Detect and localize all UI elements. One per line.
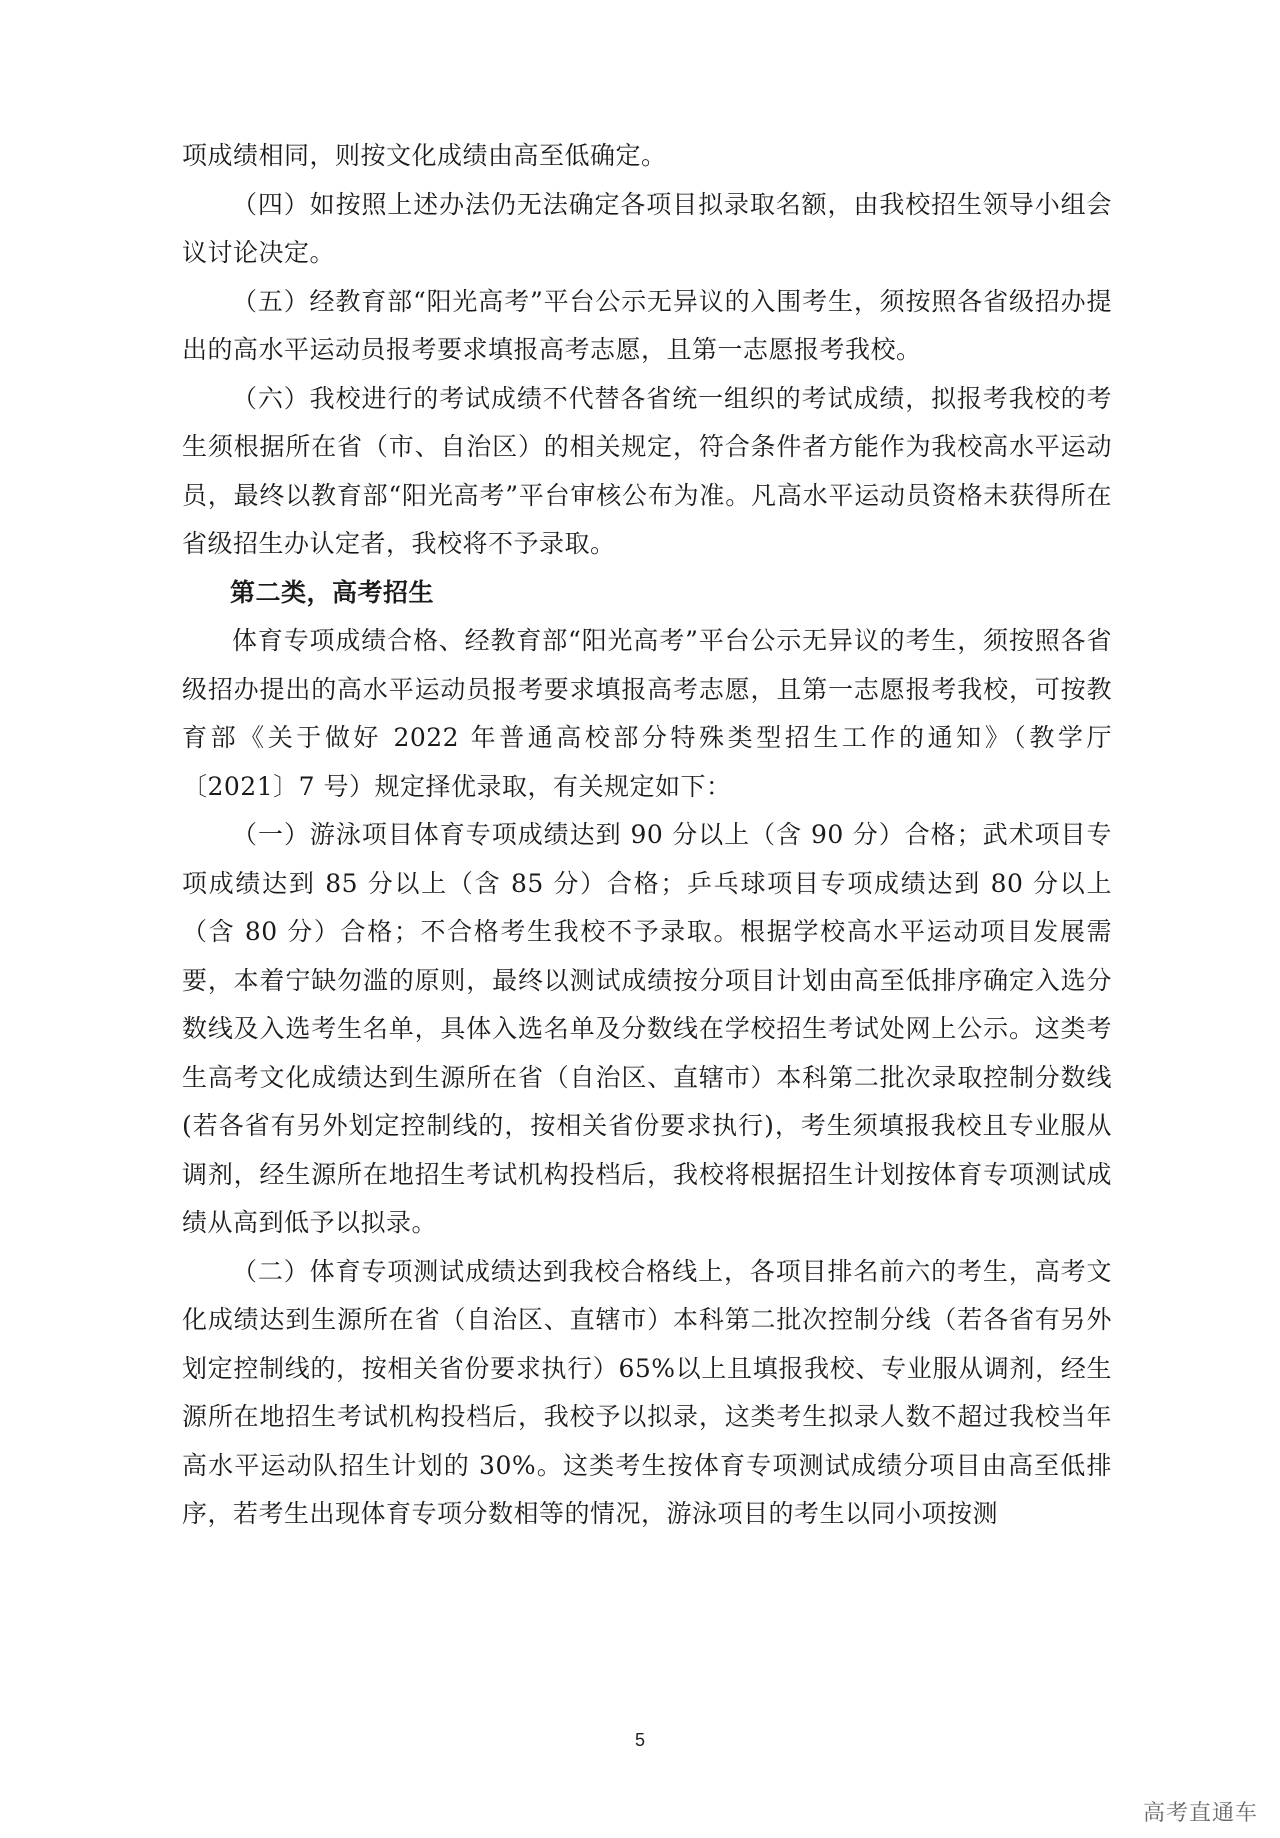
- page-number: 5: [634, 1730, 645, 1750]
- paragraph-intro: 体育专项成绩合格、经教育部“阳光高考”平台公示无异议的考生，须按照各省级招办提出的高水平运动员报考要求填报高考志愿，且第一志愿报考我校，可按教育部《关于做好 2022 年普通高校部分特殊类型招生工作的通知》（教学厅〔2021〕7 号）规定择优录取，有关规定如下：: [182, 626, 1112, 801]
- paragraph-rule-2: （二）体育专项测试成绩达到我校合格线上，各项目排名前六的考生，高考文化成绩达到生源所在省（自治区、直辖市）本科第二批次控制分线（若各省有另外划定控制线的，按相关省份要求执行）65%以上且填报我校、专业服从调剂，经生源所在地招生考试机构投档后，我校予以拟录，这类考生拟录人数不超过我校当年高水平运动队招生计划的 30%。这类考生按体育专项测试成绩分项目由高至低排序，若考生出现体育专项分数相等的情况，游泳项目的考生以同小项按测: [182, 1256, 1112, 1528]
- body-text: [182, 132, 1112, 1539]
- paragraph-item-6: （六）我校进行的考试成绩不代替各省统一组织的考试成绩，拟报考我校的考生须根据所在省（市、自治区）的相关规定，符合条件者方能作为我校高水平运动员，最终以教育部“阳光高考”平台审核公布为准。凡高水平运动员资格未获得所在省级招生办认定者，我校将不予录取。: [182, 383, 1112, 558]
- section-heading: 第二类，高考招生: [230, 577, 435, 607]
- watermark: 高考直通车: [1142, 1801, 1258, 1826]
- paragraph-rule-1: （一）游泳项目体育专项成绩达到 90 分以上（含 90 分）合格；武术项目专项成绩达到 85 分以上（含 85 分）合格；乒乓球项目专项成绩达到 80 分以上（含 80 分）合格；不合格考生我校不予录取。根据学校高水平运动项目发展需要，本着宁缺勿滥的原则，最终以测试成绩按分项目计划由高至低排序确定入选分数线及入选考生名单，具体入选名单及分数线在学校招生考试处网上公示。这类考生高考文化成绩达到生源所在省（自治区、直辖市）本科第二批次录取控制分数线(若各省有另外划定控制线的，按相关省份要求执行)，考生须填报我校且专业服从调剂，经生源所在地招生考试机构投档后，我校将根据招生计划按体育专项测试成绩从高到低予以拟录。: [182, 820, 1112, 1237]
- paragraph-item-4: （四）如按照上述办法仍无法确定各项目拟录取名额，由我校招生领导小组会议讨论决定。: [182, 189, 1112, 267]
- paragraph-continuation: 项成绩相同，则按文化成绩由高至低确定。: [182, 141, 667, 170]
- paragraph-item-5: （五）经教育部“阳光高考”平台公示无异议的入围考生，须按照各省级招办提出的高水平运动员报考要求填报高考志愿，且第一志愿报考我校。: [182, 286, 1112, 364]
